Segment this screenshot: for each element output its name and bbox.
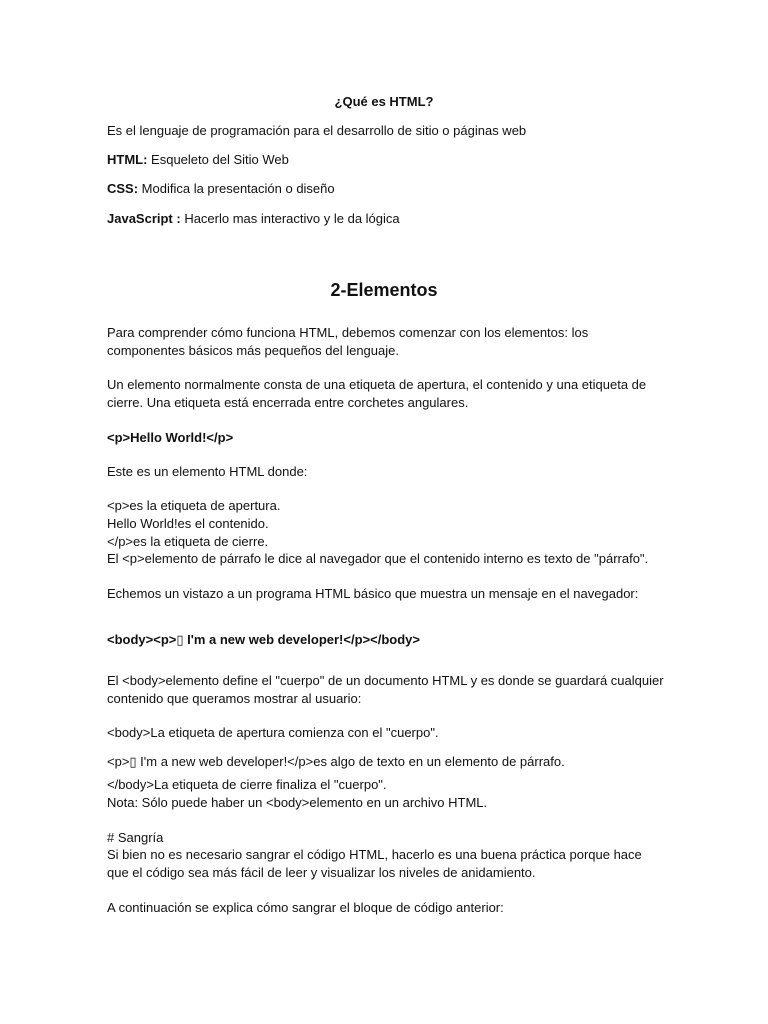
line-body-close: </body>La etiqueta de cierre finaliza el "cuerpo". <box>107 777 387 792</box>
code-example-1: <p>Hello World!</p> <box>107 430 234 445</box>
section2-title: 2-Elementos <box>330 280 438 300</box>
section1-title: ¿Qué es HTML? <box>334 94 434 109</box>
item-html <box>107 151 667 169</box>
line-body-open: <body>La etiqueta de apertura comienza con el "cuerpo". <box>107 725 439 740</box>
list-line: El <p>elemento de párrafo le dice al navegador que el contenido interno es texto de "párrafo". <box>107 551 649 566</box>
paragraph-1: Para comprender cómo funciona HTML, debemos comenzar con los elementos: los componentes básicos más pequeños del lenguaje. <box>107 325 589 358</box>
item-label: JavaScript : <box>107 211 181 226</box>
section1-intro: Es el lenguaje de programación para el desarrollo de sitio o páginas web <box>107 123 527 138</box>
list-line: <p>es la etiqueta de apertura. <box>107 498 281 513</box>
list-line: </p>es la etiqueta de cierre. <box>107 534 269 549</box>
sangria-title: # Sangría <box>107 830 164 845</box>
sangria-text: Si bien no es necesario sangrar el código HTML, hacerlo es una buena práctica porque hace que el código sea más fácil de leer y visualizar los niveles de anidamiento. <box>107 847 642 880</box>
item-javascript <box>107 210 667 228</box>
paragraph-6: A continuación se explica cómo sangrar el bloque de código anterior: <box>107 900 504 915</box>
line-p: <p>▯ I'm a new web developer!</p>es algo de texto en un elemento de párrafo. <box>107 754 565 769</box>
item-text: Hacerlo mas interactivo y le da lógica <box>180 211 400 226</box>
item-text: Esqueleto del Sitio Web <box>147 152 289 167</box>
item-label: HTML: <box>107 152 148 167</box>
paragraph-2: Un elemento normalmente consta de una etiqueta de apertura, el contenido y una etiqueta de cierre. Una etiqueta está encerrada entre corchetes angulares. <box>107 377 647 410</box>
item-text: Modifica la presentación o diseño <box>138 181 335 196</box>
paragraph-3: Este es un elemento HTML donde: <box>107 464 308 479</box>
item-label: CSS: <box>107 181 139 196</box>
paragraph-5: El <body>elemento define el "cuerpo" de un documento HTML y es donde se guardará cualquier contenido que queramos mostrar al usuario: <box>107 673 664 706</box>
code-example-2: <body><p>▯ I'm a new web developer!</p></body> <box>107 632 420 647</box>
item-css <box>107 180 667 198</box>
list-line: Hello World!es el contenido. <box>107 516 269 531</box>
paragraph-4: Echemos un vistazo a un programa HTML básico que muestra un mensaje en el navegador: <box>107 586 639 601</box>
line-note: Nota: Sólo puede haber un <body>elemento en un archivo HTML. <box>107 795 488 810</box>
